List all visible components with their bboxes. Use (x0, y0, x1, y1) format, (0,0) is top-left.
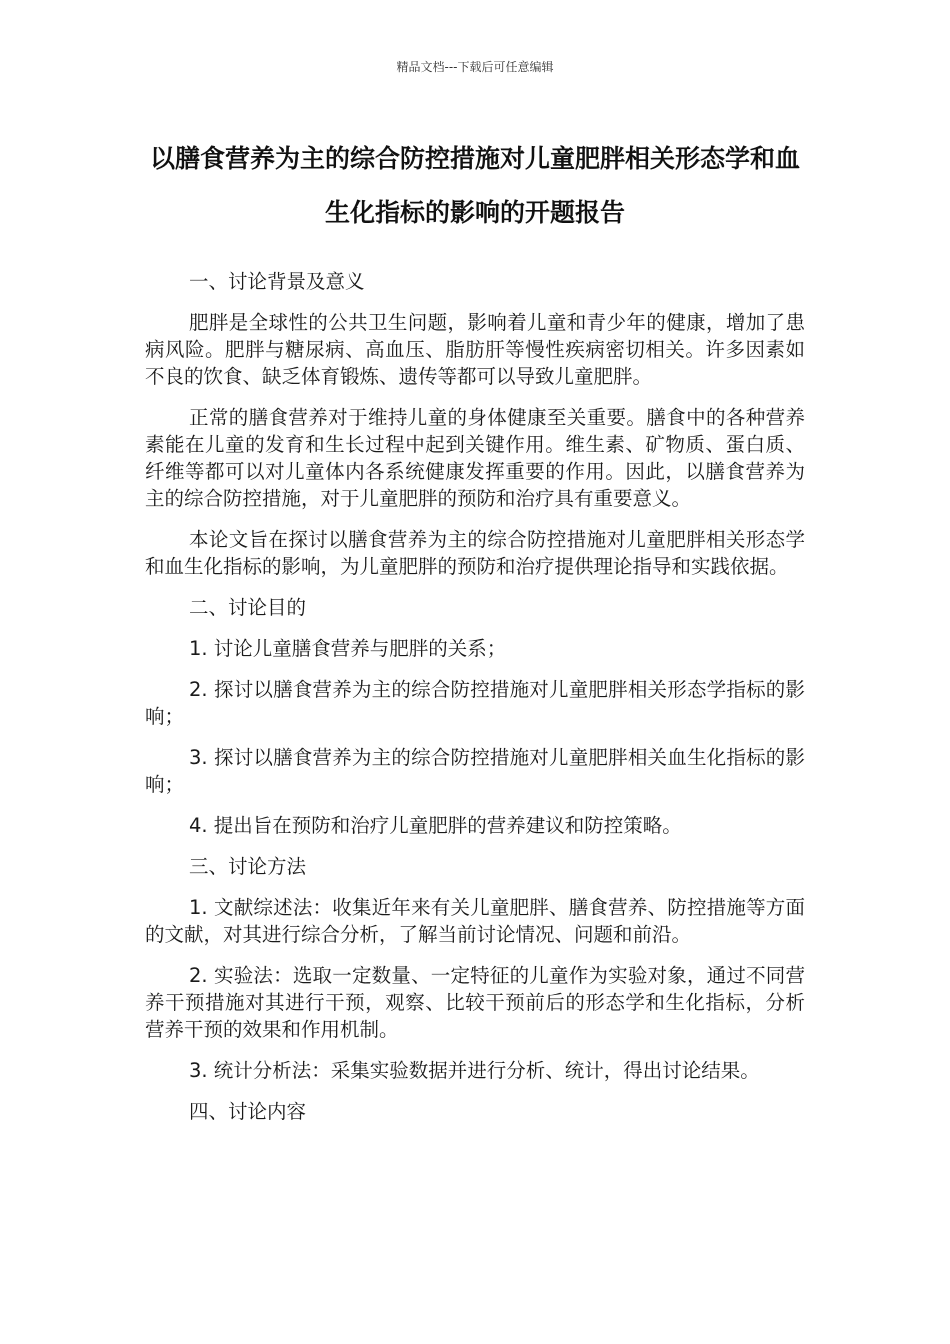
document-title: 以膳食营养为主的综合防控措施对儿童肥胖相关形态学和血生化指标的影响的开题报告 (149, 144, 800, 227)
list-item: 4. 提出旨在预防和治疗儿童肥胖的营养建议和防控策略。 (189, 814, 682, 837)
header-note: 精品文档---下载后可任意编辑 (396, 60, 554, 74)
list-item: 3. 统计分析法：采集实验数据并进行分析、统计，得出讨论结果。 (189, 1059, 760, 1082)
list-item: 2. 实验法：选取一定数量、一定特征的儿童作为实验对象，通过不同营养干预措施对其进行干预，观察、比较干预前后的形态学和生化指标，分析营养干预的效果和作用机制。 (145, 964, 805, 1041)
section-heading-content: 四、讨论内容 (189, 1100, 307, 1123)
section-heading-methods: 三、讨论方法 (189, 855, 307, 878)
paragraph: 肥胖是全球性的公共卫生问题，影响着儿童和青少年的健康，增加了患病风险。肥胖与糖尿病、高血压、脂肪肝等慢性疾病密切相关。许多因素如不良的饮食、缺乏体育锻炼、遗传等都可以导致儿童肥胖。 (145, 311, 805, 388)
section-heading-background: 一、讨论背景及意义 (189, 270, 365, 293)
paragraph: 本论文旨在探讨以膳食营养为主的综合防控措施对儿童肥胖相关形态学和血生化指标的影响，为儿童肥胖的预防和治疗提供理论指导和实践依据。 (145, 528, 805, 578)
list-item: 3. 探讨以膳食营养为主的综合防控措施对儿童肥胖相关血生化指标的影响； (145, 746, 805, 796)
list-item: 1. 讨论儿童膳食营养与肥胖的关系； (189, 637, 507, 660)
paragraph: 正常的膳食营养对于维持儿童的身体健康至关重要。膳食中的各种营养素能在儿童的发育和生长过程中起到关键作用。维生素、矿物质、蛋白质、纤维等都可以对儿童体内各系统健康发挥重要的作用。因此，以膳食营养为主的综合防控措施，对于儿童肥胖的预防和治疗具有重要意义。 (145, 406, 805, 510)
list-item: 1. 文献综述法：收集近年来有关儿童肥胖、膳食营养、防控措施等方面的文献，对其进行综合分析，了解当前讨论情况、问题和前沿。 (145, 896, 805, 946)
document-body (145, 268, 805, 1139)
section-heading-purpose: 二、讨论目的 (189, 596, 307, 619)
list-item: 2. 探讨以膳食营养为主的综合防控措施对儿童肥胖相关形态学指标的影响； (145, 678, 805, 728)
